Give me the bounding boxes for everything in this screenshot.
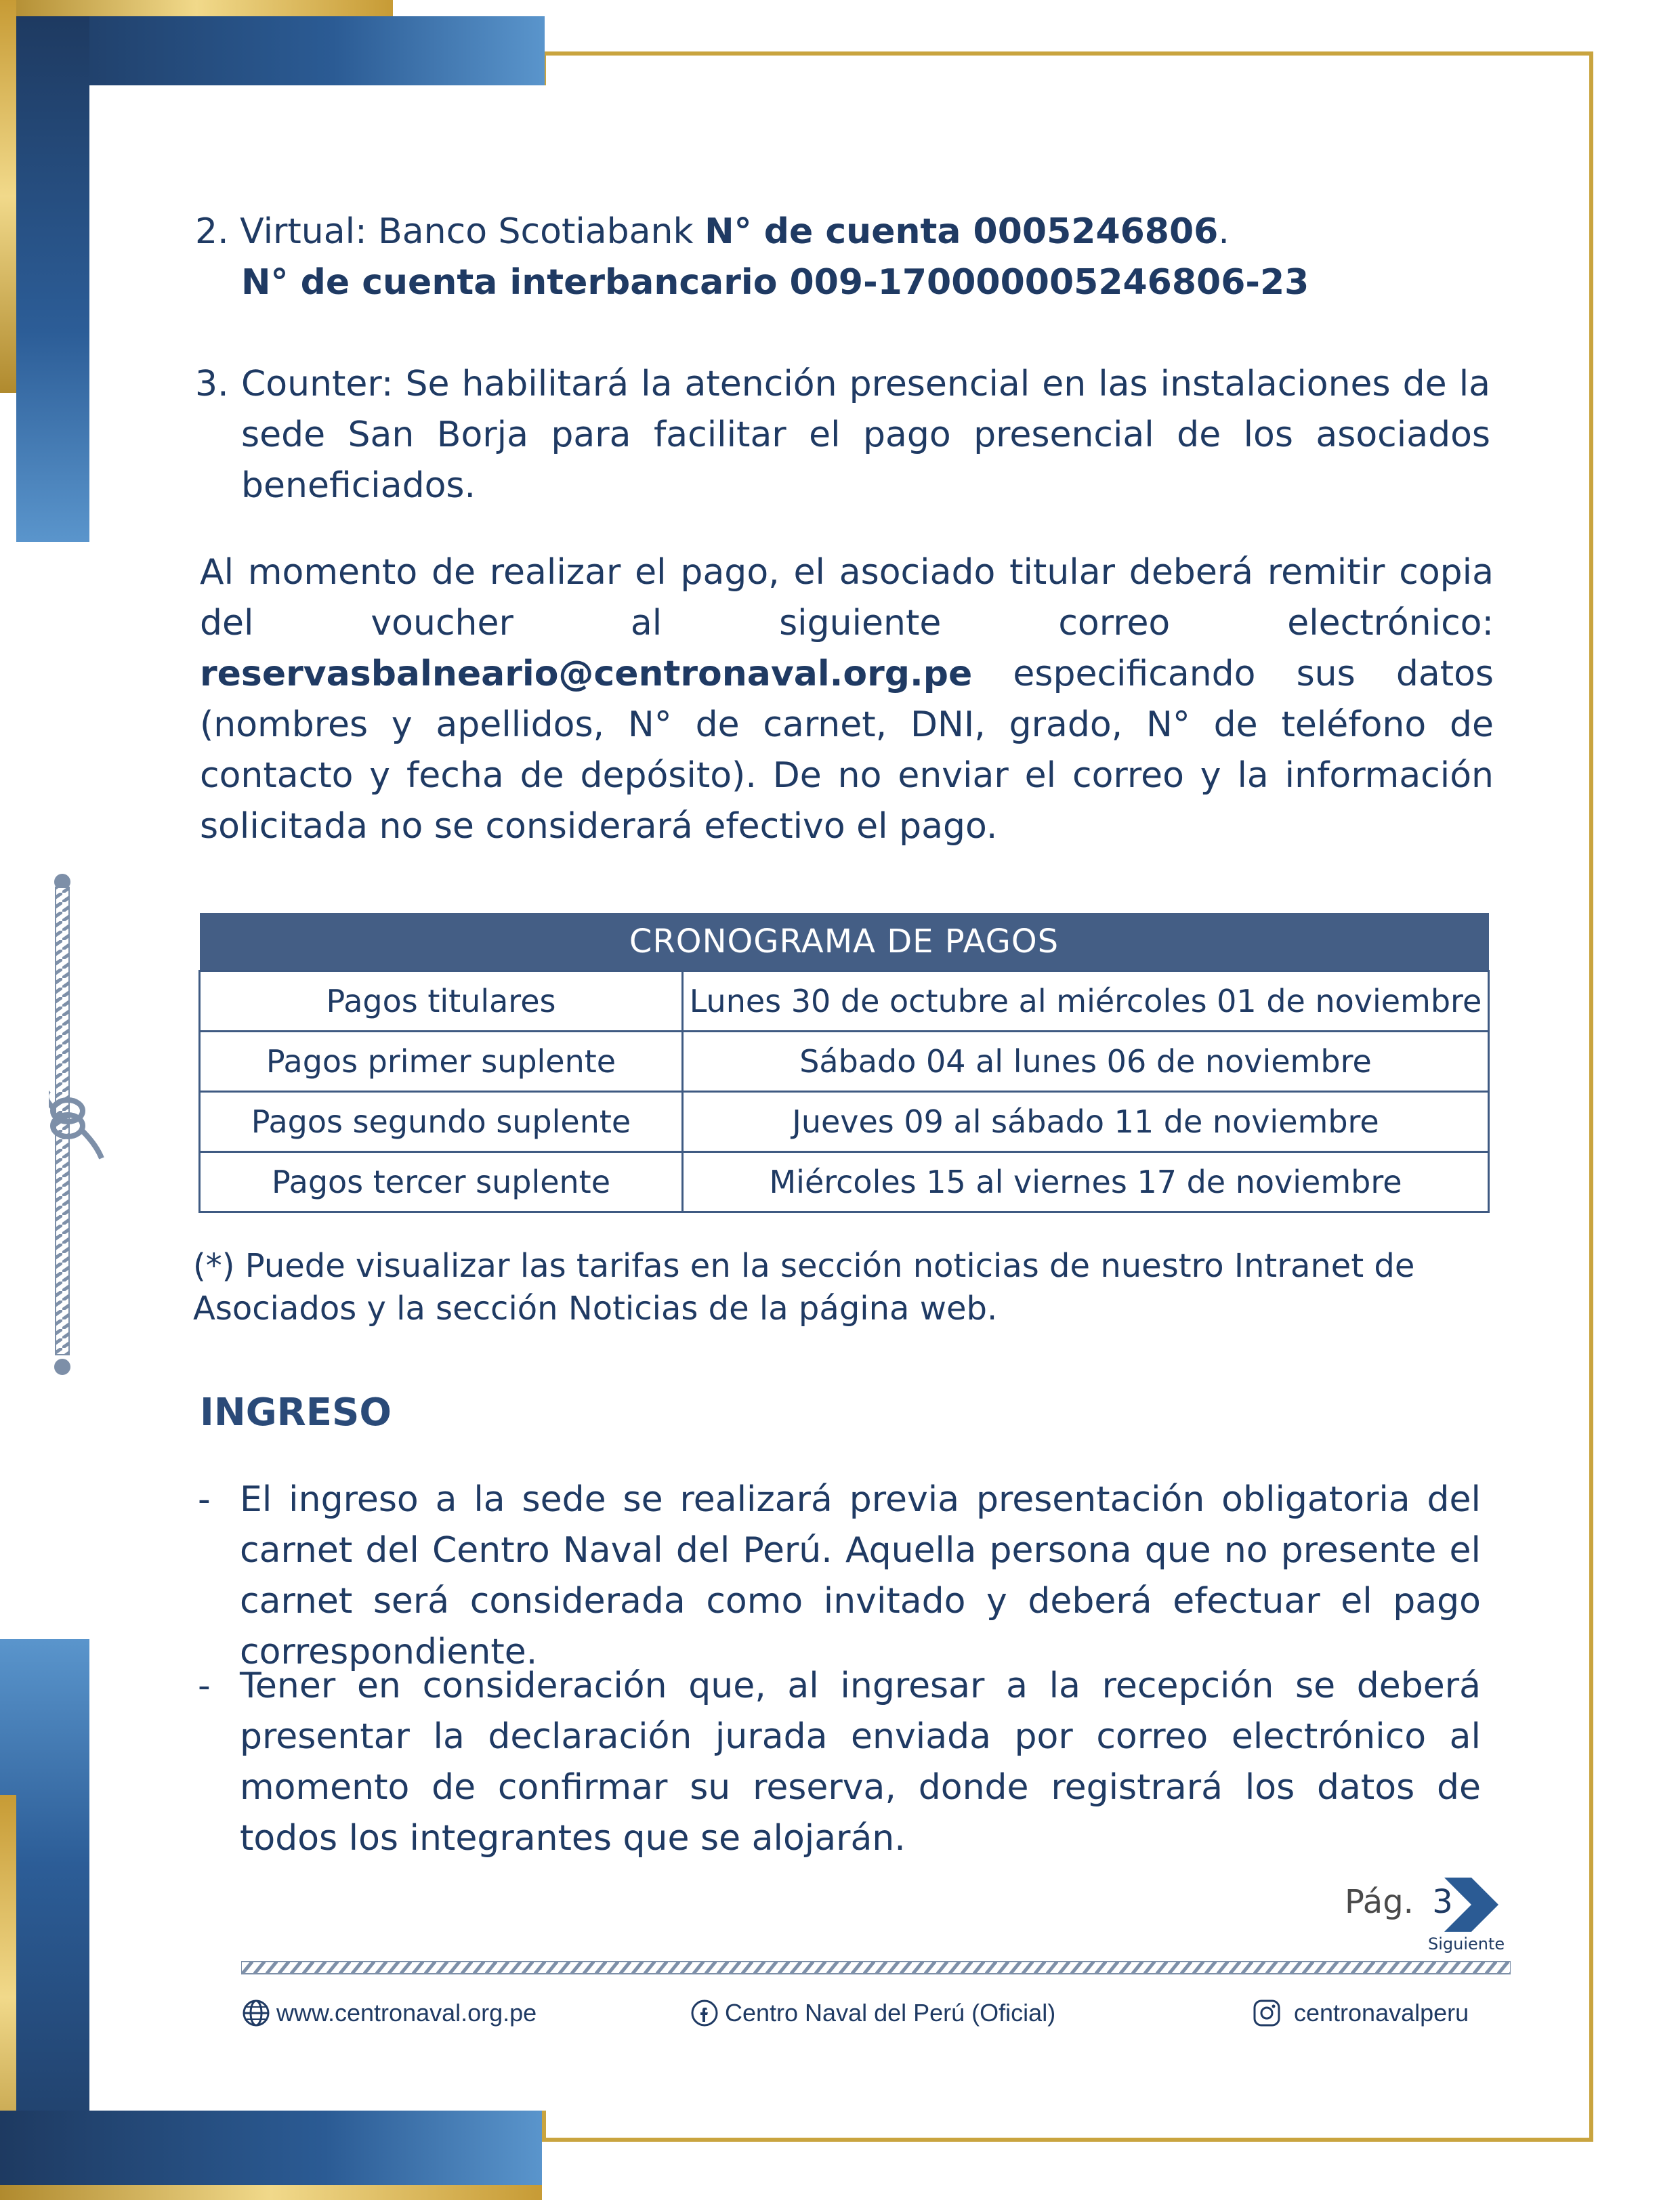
page-value: 3 <box>1432 1883 1453 1921</box>
table-cell-dates: Sábado 04 al lunes 06 de noviembre <box>683 1032 1489 1092</box>
account-number: N° de cuenta 0005246806 <box>705 211 1219 252</box>
bullet-marker: - <box>198 1479 211 1520</box>
table-cell-dates: Miércoles 15 al viernes 17 de noviembre <box>683 1152 1489 1212</box>
payment-instructions <box>200 547 1494 852</box>
corner-decoration-top-gold-side <box>0 0 16 393</box>
table-cell-label: Pagos titulares <box>200 971 683 1032</box>
table-title: CRONOGRAMA DE PAGOS <box>200 913 1489 971</box>
rope-knot-icon <box>49 874 130 1382</box>
corner-decoration-bottom-navy <box>0 2111 542 2185</box>
table-row <box>200 971 1489 1032</box>
corner-decoration-top-gold <box>0 0 393 16</box>
next-label[interactable]: Siguiente <box>1428 1934 1505 1953</box>
payment-option-virtual <box>195 207 1509 308</box>
corner-decoration-top-navy-side <box>16 16 89 542</box>
globe-icon <box>241 1998 271 2028</box>
footer-website[interactable] <box>241 1998 537 2028</box>
table-cell-label: Pagos primer suplente <box>200 1032 683 1092</box>
counter-description: Counter: Se habilitará la atención presencial en las instalaciones de la sede San Borja para facilitar el pago presencial de los asociados beneficiados. <box>241 364 1490 506</box>
facebook-icon <box>690 1998 719 2028</box>
payment-schedule-table <box>198 913 1490 1213</box>
interbank-account-number: N° de cuenta interbancario 009-170000005246806-23 <box>241 262 1309 303</box>
website-link[interactable]: www.centronaval.org.pe <box>276 1999 537 2027</box>
footer-instagram[interactable] <box>1252 1998 1469 2028</box>
instructions-text-2: especificando sus datos (nombres y apellidos, N° de carnet, DNI, grado, N° de teléfono de contacto y fecha de depósito). De no enviar el correo y la información solicitada no se considerará efectivo el pago. <box>200 654 1494 847</box>
instructions-text: Al momento de realizar el pago, el asociado titular deberá remitir copia del voucher al siguiente correo electrónico: <box>200 552 1494 643</box>
table-cell-dates: Lunes 30 de octubre al miércoles 01 de noviembre <box>683 971 1489 1032</box>
email-link[interactable]: reservasbalneario@centronaval.org.pe <box>200 654 973 694</box>
period: . <box>1218 211 1230 252</box>
bank-label: Virtual: Banco Scotiabank <box>240 211 705 252</box>
instagram-link[interactable]: centronavalperu <box>1294 1999 1469 2027</box>
instagram-icon <box>1252 1998 1282 2028</box>
corner-decoration-top-navy <box>16 16 545 85</box>
facebook-link[interactable]: Centro Naval del Perú (Oficial) <box>725 1999 1056 2027</box>
item-number: 3. <box>195 364 229 404</box>
table-row <box>200 1152 1489 1212</box>
section-title: INGRESO <box>200 1391 392 1435</box>
corner-decoration-bottom-gold <box>0 2185 542 2200</box>
page-number <box>1345 1883 1453 1921</box>
item-number: 2. <box>195 211 229 252</box>
rope-divider <box>241 1960 1511 1975</box>
bullet-marker: - <box>198 1666 211 1706</box>
table-cell-dates: Jueves 09 al sábado 11 de noviembre <box>683 1092 1489 1152</box>
table-cell-label: Pagos tercer suplente <box>200 1152 683 1212</box>
chevron-right-icon[interactable] <box>1442 1878 1498 1932</box>
table-row <box>200 1032 1489 1092</box>
footer-facebook[interactable] <box>690 1998 1055 2028</box>
table-cell-label: Pagos segundo suplente <box>200 1092 683 1152</box>
page-label: Pág. <box>1345 1883 1414 1921</box>
table-row <box>200 1092 1489 1152</box>
list-item: El ingreso a la sede se realizará previa presentación obligatoria del carnet del Centro Naval del Perú. Aquella persona que no presente el carnet será considerada como invitado y deberá efectuar el pago correspondiente. <box>240 1479 1481 1672</box>
list-item: Tener en consideración que, al ingresar a la recepción se deberá presentar la declaración jurada enviada por correo electrónico al momento de confirmar su reserva, donde registrará los datos de todos los integrantes que se alojarán. <box>240 1666 1481 1859</box>
tariffs-note: (*) Puede visualizar las tarifas en la sección noticias de nuestro Intranet de Asociados y la sección Noticias de la página web. <box>193 1247 1415 1328</box>
